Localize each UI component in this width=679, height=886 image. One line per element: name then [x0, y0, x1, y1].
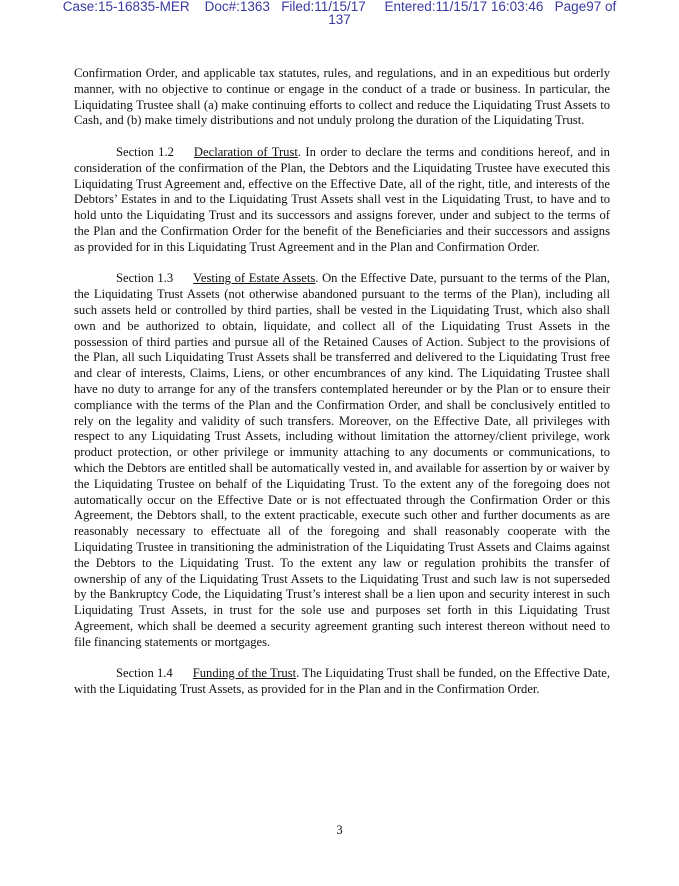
section-1-4-body: . The Liquidating Trust shall be funded, on the Effective Date, with the Liquidating Trust Assets, as provided for in the Plan and in the Confirmation Order. [74, 666, 610, 697]
section-1-2-title: Declaration of Trust [193, 144, 298, 159]
section-1-2 [74, 145, 610, 256]
section-1-2-body: . In order to declare the terms and conditions hereof, and in consideration of the confirmation of the Plan, the Debtors and the Liquidating Trustee have executed this Liquidating Trust Agreement and, effective on the Effective Date, all of the right, title, and interests of the Debtors’ Estates in and to the Liquidating Trust Assets shall vest in the Liquidating Trust, to have and to hold unto the Liquidating Trust and its successors and assigns forever, under and subject to the terms of the Plan and the Confirmation Order for the benefit of the Beneficiaries and their successors and assigns as provided for in this Liquidating Trust Agreement and in the Plan and Confirmation Order. [74, 144, 610, 254]
section-1-3-title: Vesting of Estate Assets [193, 271, 316, 286]
court-filing-header [0, 0, 679, 26]
page-number: 3 [336, 823, 343, 837]
paragraph-continuation: Confirmation Order, and applicable tax statutes, rules, and regulations, and in an expeditious but orderly manner, with no objective to continue or engage in the conduct of a trade or business. In particular, the Liquidating Trustee shall (a) make continuing efforts to collect and reduce the Liquidating Trust Assets to Cash, and (b) make timely distributions and not unduly prolong the duration of the Liquidating Trust. [74, 66, 610, 128]
header-case: Case:15-16835-MER [62, 0, 190, 14]
section-1-4-number: Section 1.4 [116, 666, 173, 681]
section-1-2-number: Section 1.2 [116, 144, 174, 159]
section-1-3-number: Section 1.3 [116, 271, 174, 286]
section-1-4 [74, 666, 610, 698]
section-1-3-body: . On the Effective Date, pursuant to the terms of the Plan, the Liquidating Trust Assets (not otherwise abandoned pursuant to the terms of the Plan), including all such assets held or controlled by third parties, shall be vested in the Liquidating Trust, which also shall own and be authorized to obtain, liquidate, and collect all of the Liquidating Trust Assets in the possession of third parties and pursue all of the Retained Causes of Action. Subject to the provisions of the Plan, all such Liquidating Trust Assets shall be transferred and delivered to the Liquidating Trust free and clear of interests, Claims, Liens, or other encumbrances of any kind. The Liquidating Trustee shall have no duty to arrange for any of the transfers contemplated hereunder or by the Plan or to ensure their compliance with the terms of the Plan and the Confirmation Order, and shall be conclusively entitled to rely on the legality and validity of such transfers. Moreover, on the Effective Date, all privileges with respect to any Liquidating Trust Assets, including without limitation the attorney/client privilege, work product protection, or other privilege or immunity attaching to any documents or communications, to which the Debtors are entitled shall be automatically vested in, and available for assertion by or waiver by the Liquidating Trustee on behalf of the Liquidating Trust. To the extent any of the foregoing does not automatically occur on the Effective Date or is not effectuated through the Confirmation Order or this Agreement, the Debtors shall, to the extent practicable, execute such other and further documents as are reasonably necessary to effectuate all of the foregoing and shall reasonably cooperate with the Liquidating Trustee in transitioning the administration of the Liquidating Trust Assets and Claims against the Debtors to the Liquidating Trust. To the extent any law or regulation prohibits the transfer of ownership of any of the Liquidating Trust Assets to the Liquidating Trust and such law is not superseded by the Bankruptcy Code, the Liquidating Trust’s interest shall be a lien upon and security interest in such Liquidating Trust Assets, in trust for the sole use and purposes set forth in this Liquidating Trust Agreement, which shall be deemed a security agreement granting such interest thereon without need to file financing statements or mortgages. [74, 271, 610, 649]
header-page-total: 137 [328, 12, 351, 27]
header-entered: Entered:11/15/17 16:03:46 [384, 0, 544, 14]
header-filed: Filed:11/15/17 [281, 0, 366, 14]
section-1-3 [74, 271, 610, 650]
document-body [74, 66, 610, 714]
section-1-4-title: Funding of the Trust [192, 666, 297, 681]
header-page-prefix: Page97 of [554, 0, 617, 14]
header-doc: Doc#:1363 [204, 0, 270, 14]
